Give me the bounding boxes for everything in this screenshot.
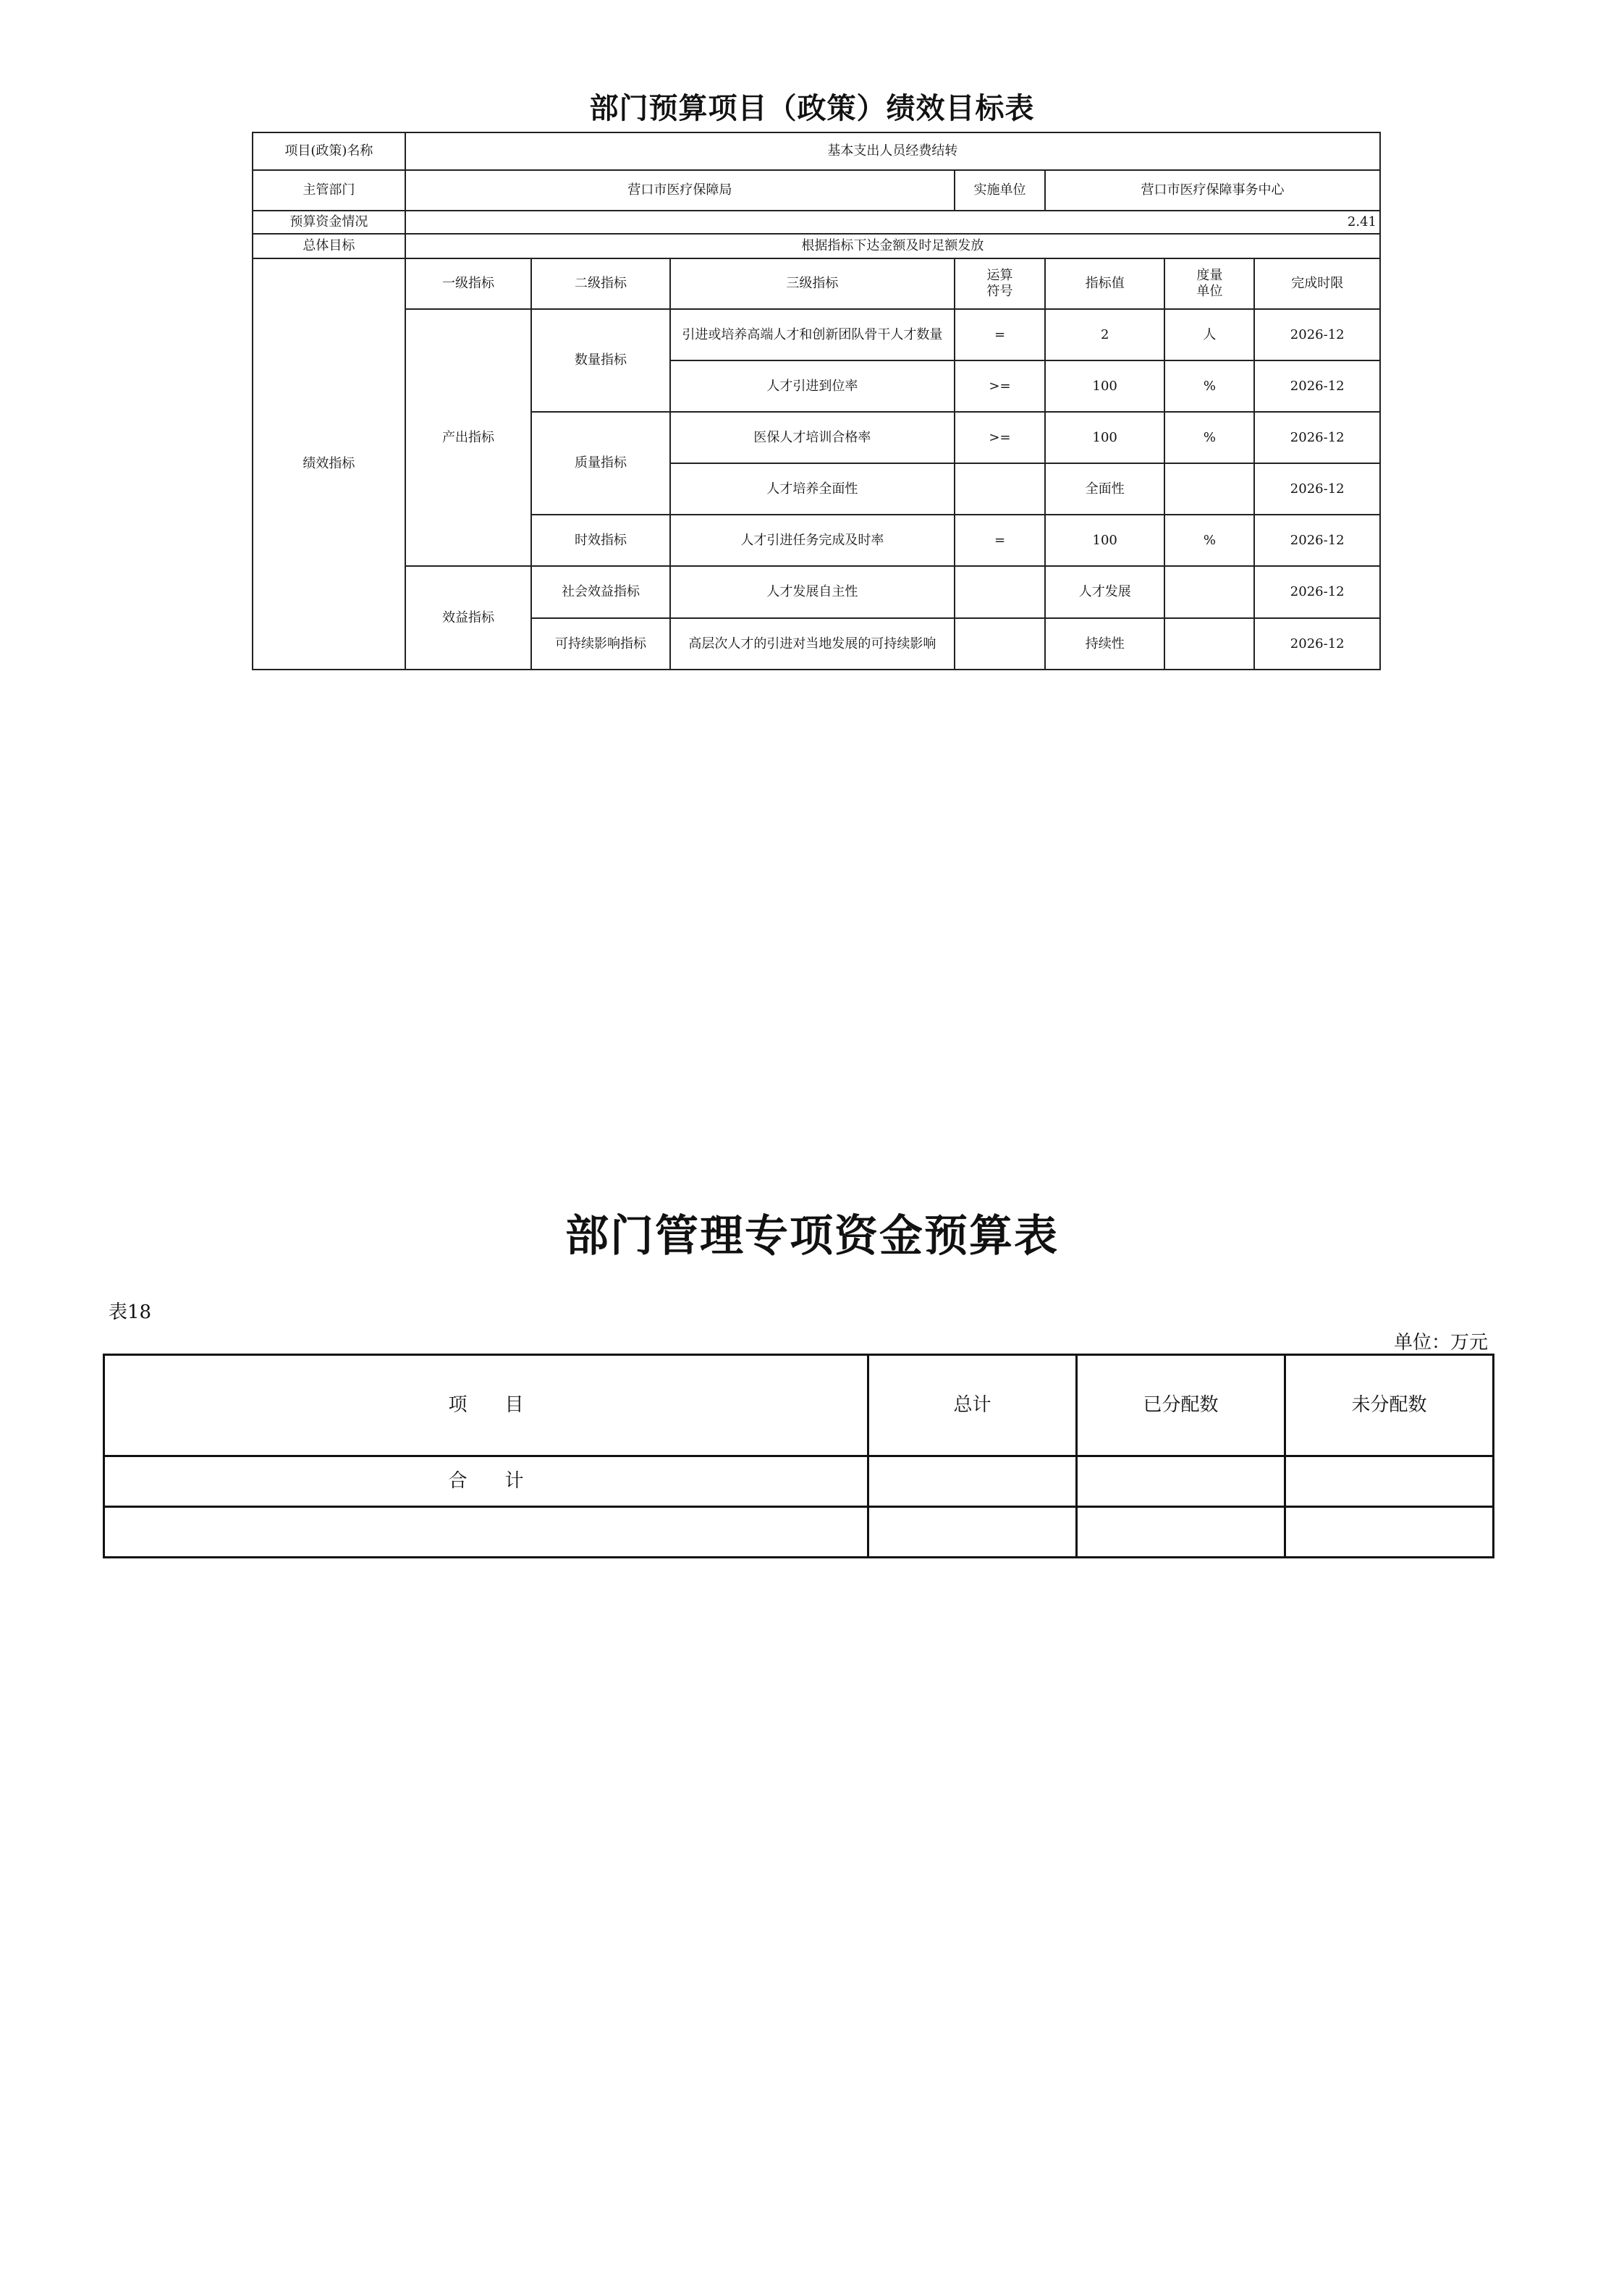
- level1-output: 产出指标: [405, 309, 531, 566]
- sum-row: [104, 1456, 1494, 1507]
- budget-value: 2.41: [405, 211, 1380, 234]
- performance-indicator-label: 绩效指标: [253, 258, 405, 670]
- level2-quality: 质量指标: [531, 412, 670, 515]
- special-header-row: [104, 1355, 1494, 1456]
- operator-cell: =: [955, 309, 1045, 360]
- empty-row: [104, 1507, 1494, 1558]
- impl-unit-label: 实施单位: [955, 170, 1045, 211]
- level2-sustainable: 可持续影响指标: [531, 618, 670, 670]
- sum-label: 合 计: [104, 1456, 868, 1507]
- header-level2: 二级指标: [531, 258, 670, 309]
- table-number: 表18: [109, 1301, 152, 1323]
- value-cell: 100: [1045, 360, 1164, 412]
- header-total: 总计: [868, 1355, 1077, 1456]
- level3-cell: 医保人才培训合格率: [670, 412, 955, 463]
- unit-cell: 人: [1164, 309, 1254, 360]
- time-cell: 2026-12: [1254, 566, 1380, 618]
- level2-social: 社会效益指标: [531, 566, 670, 618]
- header-unit: 度量单位: [1164, 258, 1254, 309]
- empty-cell: [1285, 1507, 1494, 1558]
- department-row: [253, 170, 1380, 211]
- level2-timeliness: 时效指标: [531, 515, 670, 566]
- performance-goal-table: [252, 132, 1381, 670]
- level3-cell: 人才引进任务完成及时率: [670, 515, 955, 566]
- time-cell: 2026-12: [1254, 309, 1380, 360]
- table-row: [253, 309, 1380, 360]
- level3-cell: 人才发展自主性: [670, 566, 955, 618]
- header-level1: 一级指标: [405, 258, 531, 309]
- sum-allocated-cell: [1077, 1456, 1285, 1507]
- level3-cell: 人才引进到位率: [670, 360, 955, 412]
- unit-cell: [1164, 463, 1254, 515]
- project-name-value: 基本支出人员经费结转: [405, 132, 1380, 170]
- performance-table-title: 部门预算项目（政策）绩效目标表: [589, 91, 1035, 125]
- project-name-row: [253, 132, 1380, 170]
- time-cell: 2026-12: [1254, 360, 1380, 412]
- header-value: 指标值: [1045, 258, 1164, 309]
- unit-cell: %: [1164, 360, 1254, 412]
- empty-cell: [104, 1507, 868, 1558]
- header-operator: 运算符号: [955, 258, 1045, 309]
- header-time: 完成时限: [1254, 258, 1380, 309]
- empty-cell: [868, 1507, 1077, 1558]
- budget-label: 预算资金情况: [253, 211, 405, 234]
- time-cell: 2026-12: [1254, 618, 1380, 670]
- value-cell: 2: [1045, 309, 1164, 360]
- value-cell: 100: [1045, 412, 1164, 463]
- unit-cell: %: [1164, 515, 1254, 566]
- table-row: [253, 566, 1380, 618]
- header-unallocated: 未分配数: [1285, 1355, 1494, 1456]
- overall-goal-label: 总体目标: [253, 234, 405, 258]
- operator-cell: >=: [955, 412, 1045, 463]
- indicator-header-row: [253, 258, 1380, 309]
- operator-cell: [955, 463, 1045, 515]
- special-fund-table-title: 部门管理专项资金预算表: [565, 1211, 1059, 1262]
- project-name-label: 项目(政策)名称: [253, 132, 405, 170]
- sum-total-cell: [868, 1456, 1077, 1507]
- dept-label: 主管部门: [253, 170, 405, 211]
- level3-cell: 高层次人才的引进对当地发展的可持续影响: [670, 618, 955, 670]
- unit-label: 单位：万元: [1393, 1332, 1488, 1354]
- time-cell: 2026-12: [1254, 463, 1380, 515]
- impl-unit-value: 营口市医疗保障事务中心: [1045, 170, 1380, 211]
- operator-cell: [955, 566, 1045, 618]
- sum-unallocated-cell: [1285, 1456, 1494, 1507]
- value-cell: 持续性: [1045, 618, 1164, 670]
- header-allocated: 已分配数: [1077, 1355, 1285, 1456]
- overall-goal-row: [253, 234, 1380, 258]
- time-cell: 2026-12: [1254, 515, 1380, 566]
- operator-cell: >=: [955, 360, 1045, 412]
- header-item: 项 目: [104, 1355, 868, 1456]
- value-cell: 全面性: [1045, 463, 1164, 515]
- header-level3: 三级指标: [670, 258, 955, 309]
- unit-cell: %: [1164, 412, 1254, 463]
- value-cell: 人才发展: [1045, 566, 1164, 618]
- level3-cell: 引进或培养高端人才和创新团队骨干人才数量: [670, 309, 955, 360]
- level1-benefit: 效益指标: [405, 566, 531, 670]
- unit-cell: [1164, 566, 1254, 618]
- dept-value: 营口市医疗保障局: [405, 170, 955, 211]
- level2-quantity: 数量指标: [531, 309, 670, 412]
- empty-cell: [1077, 1507, 1285, 1558]
- operator-cell: [955, 618, 1045, 670]
- value-cell: 100: [1045, 515, 1164, 566]
- overall-goal-value: 根据指标下达金额及时足额发放: [405, 234, 1380, 258]
- time-cell: 2026-12: [1254, 412, 1380, 463]
- unit-cell: [1164, 618, 1254, 670]
- operator-cell: =: [955, 515, 1045, 566]
- level3-cell: 人才培养全面性: [670, 463, 955, 515]
- special-fund-budget-table: [103, 1354, 1494, 1558]
- budget-row: [253, 211, 1380, 234]
